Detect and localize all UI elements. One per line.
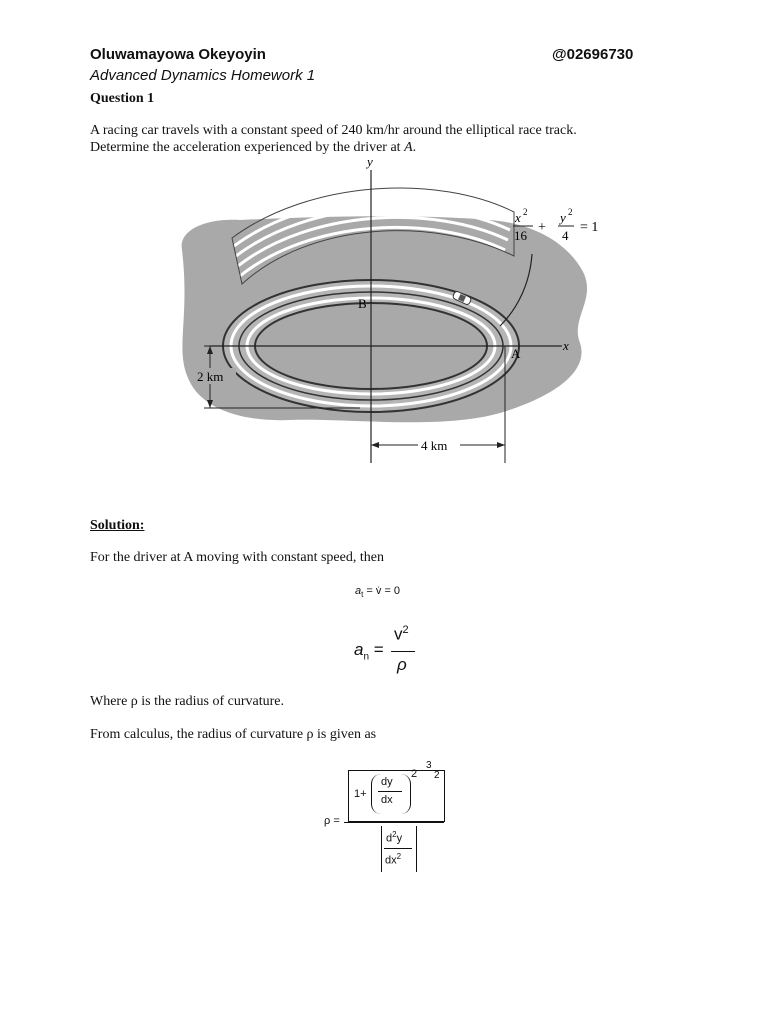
eq2-denominator: ρ <box>397 655 407 674</box>
eq2-numerator <box>394 624 409 645</box>
solution-heading: Solution: <box>90 518 145 533</box>
eq3-dx: dx <box>381 794 393 806</box>
eq1-sub: t <box>361 590 364 600</box>
eq-y-den: 4 <box>562 228 569 243</box>
eq3-den-bar <box>384 848 412 849</box>
solution-paragraph-3: From calculus, the radius of curvature ρ is given as <box>90 727 377 742</box>
dimension-4km-label: 4 km <box>421 438 448 453</box>
problem-line-1: A racing car travels with a constant speed of 240 km/hr around the elliptical race track. <box>90 123 577 138</box>
eq-x-exp: 2 <box>523 207 528 217</box>
x-axis-label: x <box>563 338 569 353</box>
eq3-d: d <box>386 832 393 845</box>
point-a-ref: A <box>404 140 413 155</box>
eq3-dx2 <box>385 852 401 867</box>
normal-acceleration-equation <box>354 622 434 682</box>
eq3-dy: dy <box>381 776 393 788</box>
eq1-a: a <box>355 585 362 597</box>
eq3-main-bar <box>344 822 444 823</box>
point-a-label: A <box>511 346 521 361</box>
radius-of-curvature-equation <box>324 760 454 875</box>
eq3-lhs: ρ = <box>324 815 340 827</box>
eq2-sub: n <box>363 651 370 663</box>
solution-paragraph-2: Where ρ is the radius of curvature. <box>90 694 284 709</box>
eq-x-den: 16 <box>514 228 527 243</box>
eq2-exp: 2 <box>402 624 409 636</box>
eq2-a: a <box>354 640 364 659</box>
tangential-acceleration-equation <box>355 585 400 599</box>
eq-y-exp: 2 <box>568 207 573 217</box>
eq3-d2y <box>386 830 402 845</box>
eq-rhs: = 1 <box>580 220 599 235</box>
ellipse-equation <box>513 207 598 243</box>
y-axis-label: y <box>367 158 373 169</box>
solution-paragraph-1: For the driver at A moving with constant speed, then <box>90 550 384 565</box>
question-title: Question 1 <box>90 91 155 106</box>
problem-line-2-end: . <box>412 140 417 155</box>
problem-line-2-text: Determine the acceleration experienced by the driver at <box>90 140 405 155</box>
eq3-y: y <box>396 832 403 845</box>
eq-plus: + <box>538 220 546 235</box>
point-b-label: B <box>358 296 367 311</box>
eq2-lhs: $a_n$ = <box>354 640 384 663</box>
eq1-rest: = v̇ = 0 <box>363 585 401 597</box>
eq3-frac-bar <box>378 791 402 792</box>
eq3-d-exp: 2 <box>392 830 397 839</box>
eq3-square: 2 <box>411 768 418 780</box>
eq3-pow-num: 3 <box>426 760 432 771</box>
eq-x: x <box>515 210 521 225</box>
eq3-dx2-exp: 2 <box>396 852 402 861</box>
problem-line-2 <box>90 139 650 156</box>
eq3-pow-den: 2 <box>434 770 440 781</box>
eq-y: y <box>560 210 566 225</box>
problem-statement <box>90 122 650 156</box>
dimension-2km-label: 2 km <box>197 369 224 384</box>
student-id: @02696730 <box>552 46 634 63</box>
eq3-one-plus: 1+ <box>354 788 367 800</box>
course-title: Advanced Dynamics Homework 1 <box>90 67 316 84</box>
eq2-v: v <box>394 624 403 644</box>
author-name: Oluwamayowa Okeyoyin <box>90 46 266 63</box>
eq3-dx2-text: dx <box>385 854 397 867</box>
eq2-fraction-bar <box>391 651 415 652</box>
race-track-figure <box>170 158 630 468</box>
